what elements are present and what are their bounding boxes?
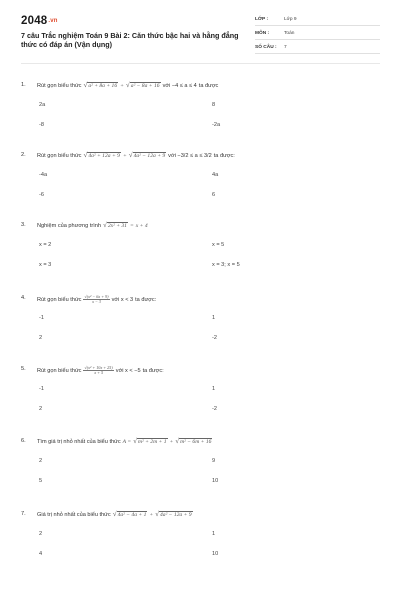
radicand: 4a² + 12a + 9: [88, 153, 120, 159]
meta-key: MÔN :: [255, 31, 270, 36]
question-3: [21, 222, 381, 272]
math-expression: [83, 152, 166, 160]
page-title: 7 câu Trắc nghiệm Toán 9 Bài 2: Căn thức bậc hai và hằng đẳng thức có đáp án (Vận dụng): [21, 31, 239, 50]
question-suffix: ta được:: [135, 296, 157, 303]
math-operator: +: [122, 153, 127, 159]
question-condition: với −4 ≤ a ≤ 4: [162, 83, 197, 89]
math-operator: x + 4: [135, 223, 148, 229]
radical-sign: √: [103, 221, 107, 229]
radicand: 2x² + 31: [107, 223, 127, 229]
logo-suffix: .vn: [48, 17, 58, 24]
answer-option[interactable]: 2a: [39, 102, 46, 108]
question-7: [21, 511, 381, 561]
radicand: a² − 8a + 16: [130, 83, 160, 89]
question-prefix: Rút gọn biểu thức: [37, 153, 82, 159]
answer-option[interactable]: 1: [212, 315, 216, 321]
meta-value: 7: [284, 45, 287, 50]
answer-options: [21, 162, 381, 202]
sqrt-expression: [133, 438, 167, 446]
radical-sign: √: [125, 81, 130, 89]
site-logo[interactable]: 2048.vn: [21, 15, 58, 27]
radical-sign: √: [128, 151, 133, 159]
math-operator: +: [120, 83, 124, 89]
question-suffix: ta được: [198, 83, 219, 89]
question-stem: [21, 82, 381, 92]
fraction: [83, 295, 109, 304]
meta-value: Lớp 9: [284, 17, 297, 22]
radicand: 4a² − 4a + 1: [117, 512, 147, 518]
question-number: 1.: [21, 82, 26, 88]
question-4: [21, 295, 381, 345]
fraction: [83, 366, 113, 375]
answer-option[interactable]: -6: [39, 192, 44, 198]
question-number: 2.: [21, 152, 26, 158]
radical-sign: √: [83, 151, 88, 159]
question-stem: [21, 295, 381, 305]
answer-option[interactable]: 9: [212, 458, 216, 464]
radical-sign: √: [175, 437, 180, 445]
answer-option[interactable]: x = 5: [212, 242, 225, 248]
answer-option[interactable]: -2: [212, 335, 217, 341]
answer-option[interactable]: 10: [212, 551, 219, 557]
meta-value: Toán: [284, 31, 295, 36]
question-number: 4.: [21, 295, 26, 301]
question-text: [37, 511, 193, 519]
radical-sign: √: [83, 81, 88, 89]
math-operator: A =: [122, 439, 132, 445]
meta-count: [255, 42, 380, 54]
radical-sign: √: [155, 510, 159, 518]
question-6: [21, 438, 381, 488]
question-number: 5.: [21, 366, 26, 372]
fraction-denominator: x + 5: [94, 370, 104, 375]
answer-option[interactable]: 10: [212, 478, 219, 484]
question-5: [21, 366, 381, 416]
sqrt-expression: [113, 511, 148, 519]
answer-options: [21, 521, 381, 561]
answer-options: [21, 92, 381, 132]
math-expression: [113, 511, 193, 519]
radical-sign: √: [133, 437, 137, 445]
question-text: [37, 222, 148, 230]
meta-key: SỐ CÂU :: [255, 45, 277, 50]
question-prefix: Tìm giá trị nhỏ nhất của biểu thức: [37, 439, 121, 445]
math-operator: +: [169, 439, 174, 445]
radicand: a² + 8a + 16: [88, 83, 118, 89]
question-prefix: Rút gọn biểu thức: [37, 367, 82, 374]
answer-option[interactable]: -1: [39, 315, 44, 321]
radical-sign: √: [112, 510, 117, 518]
question-text: [37, 438, 212, 446]
math-expression: [83, 366, 113, 375]
answer-option[interactable]: x = 3: [39, 262, 52, 268]
radicand: m² + 2m + 1: [138, 439, 167, 445]
answer-option[interactable]: x = 3; x = 5: [212, 262, 240, 268]
sqrt-expression: [103, 222, 128, 230]
answer-option[interactable]: -4a: [39, 172, 48, 178]
answer-option[interactable]: 6: [212, 192, 216, 198]
answer-options: [21, 448, 381, 488]
math-expression: [83, 82, 160, 90]
sqrt-expression: [126, 82, 161, 90]
question-prefix: Rút gọn biểu thức: [37, 83, 82, 89]
question-condition: với x < 3: [111, 296, 134, 303]
fraction-numerator: √(x² − 6x + 9): [84, 294, 109, 299]
question-text: [37, 366, 164, 375]
answer-option[interactable]: -2a: [212, 122, 221, 128]
answer-option[interactable]: 2: [39, 406, 43, 412]
radicand: 4a² − 12a + 9: [160, 512, 192, 518]
answer-option[interactable]: 1: [212, 531, 216, 537]
meta-subject: [255, 28, 380, 40]
header-divider: [21, 63, 380, 64]
question-prefix: Nghiệm của phương trình: [37, 223, 102, 229]
radicand: 4a² − 12a + 9: [133, 153, 166, 159]
meta-class: [255, 14, 380, 26]
question-stem: [21, 152, 381, 162]
meta-key: LỚP :: [255, 17, 269, 22]
radicand: m² − 6m + 16: [180, 439, 212, 445]
answer-options: [21, 305, 381, 345]
answer-options: [21, 376, 381, 416]
answer-option[interactable]: 5: [39, 478, 43, 484]
answer-option[interactable]: 4: [39, 551, 43, 557]
answer-option[interactable]: -2: [212, 406, 217, 412]
math-expression: [123, 438, 213, 446]
question-stem: [21, 366, 381, 376]
answer-option[interactable]: 8: [212, 102, 216, 108]
page-header: [0, 0, 400, 62]
question-text: [37, 82, 218, 90]
math-expression: [103, 222, 148, 230]
question-stem: [21, 222, 381, 232]
math-operator: +: [149, 512, 154, 518]
question-prefix: Giá trị nhỏ nhất của biểu thức: [37, 512, 111, 518]
question-suffix: ta được:: [142, 367, 164, 374]
question-number: 6.: [21, 438, 26, 444]
question-stem: [21, 438, 381, 448]
sqrt-expression: [83, 82, 118, 90]
question-number: 7.: [21, 511, 26, 517]
question-text: [37, 295, 156, 304]
fraction-numerator: √(x² + 10x + 25): [84, 365, 113, 370]
answer-option[interactable]: -1: [39, 386, 44, 392]
answer-option[interactable]: -8: [39, 122, 44, 128]
sqrt-expression: [83, 152, 120, 160]
answer-option[interactable]: 1: [212, 386, 216, 392]
sqrt-expression: [129, 152, 166, 160]
sqrt-expression: [175, 438, 212, 446]
answer-option[interactable]: x = 2: [39, 242, 52, 248]
answer-option[interactable]: 2: [39, 335, 43, 341]
question-2: [21, 152, 381, 202]
answer-option[interactable]: 2: [39, 458, 43, 464]
answer-option[interactable]: 2: [39, 531, 43, 537]
question-prefix: Rút gọn biểu thức: [37, 296, 82, 303]
math-operator: =: [129, 223, 134, 229]
question-condition: với −3/2 ≤ a ≤ 3/2: [168, 153, 212, 159]
question-1: [21, 82, 381, 132]
question-suffix: ta được:: [213, 153, 235, 159]
answer-option[interactable]: 4a: [212, 172, 219, 178]
question-stem: [21, 511, 381, 521]
question-number: 3.: [21, 222, 26, 228]
answer-options: [21, 232, 381, 272]
math-expression: [83, 295, 109, 304]
question-condition: với x < −5: [115, 367, 141, 374]
fraction-denominator: x − 3: [92, 299, 101, 304]
question-text: [37, 152, 235, 160]
sqrt-expression: [155, 511, 192, 519]
